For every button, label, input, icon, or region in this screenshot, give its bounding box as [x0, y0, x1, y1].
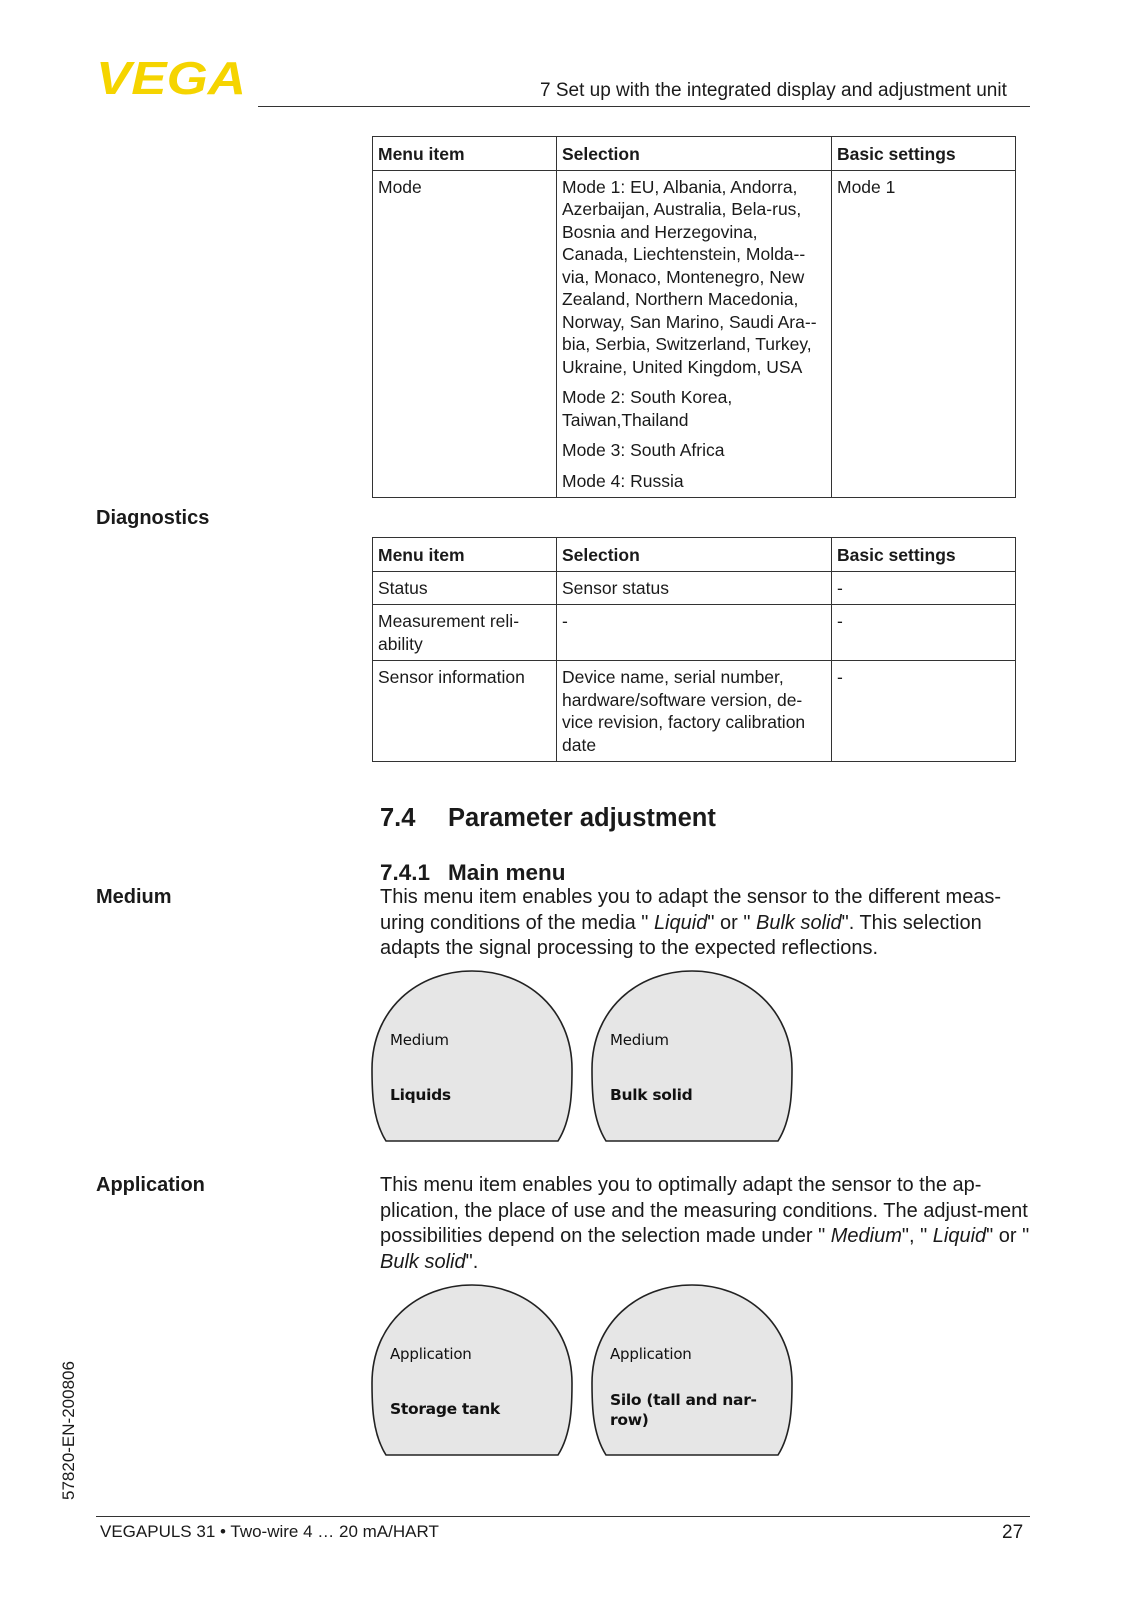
subsection-heading — [380, 860, 566, 886]
mode-3-text: Mode 3: South Africa — [562, 440, 725, 460]
display-outline — [590, 969, 794, 1143]
cell-item: Mode — [373, 170, 557, 498]
display-label: Medium — [390, 1031, 449, 1049]
cell-selection — [557, 170, 832, 498]
header-divider — [258, 106, 1030, 107]
chapter-header-title: 7 Set up with the integrated display and adjustment unit — [540, 80, 1007, 101]
header-basic-settings: Basic settings — [832, 137, 1016, 171]
cell-basic: - — [832, 661, 1016, 762]
display-medium-liquids — [370, 969, 574, 1143]
mode-4-text: Mode 4: Russia — [562, 470, 684, 491]
mode-1-text: Mode 1: EU, Albania, Andorra, Azerbaijan, Australia, Bela-rus, Bosnia and Herzegovina, Canada, Liechtenstein, Molda-via, Monaco, Montenegro, New Zealand, Northern Macedonia, Norway, San Marino, Saudi Ara-bia, Serbia, Switzerland, Turkey, Ukraine, United Kingdom, USA — [562, 176, 817, 377]
section-heading — [380, 804, 716, 833]
subsection-title: Main menu — [448, 860, 566, 885]
table-header-row — [373, 137, 1016, 171]
footer-product: VEGAPULS 31 • Two-wire 4 … 20 mA/HART — [100, 1522, 439, 1541]
diagnostics-label: Diagnostics — [96, 507, 210, 529]
section-number: 7.4 — [380, 804, 416, 832]
mode-table — [372, 136, 1016, 498]
text-run: ". — [465, 1250, 479, 1273]
application-label: Application — [96, 1174, 205, 1196]
display-label: Application — [390, 1345, 472, 1363]
header-selection: Selection — [557, 137, 832, 171]
cell-selection: Device name, serial number, hardware/software version, de-vice revision, factory calibration date — [557, 661, 832, 762]
medium-description — [380, 885, 1030, 962]
display-application-silo — [590, 1283, 794, 1457]
display-label: Application — [610, 1345, 692, 1363]
text-run: This menu item enables you to optimally adapt the sensor to the ap-plication, the place of use and the measuring conditions. The adjust-ment possibilities depend on the selection made under " — [380, 1174, 1028, 1247]
mode-2-text: Mode 2: South Korea, Taiwan,Thailand — [562, 387, 733, 430]
display-application-storage-tank — [370, 1283, 574, 1457]
header-basic-settings: Basic settings — [832, 538, 1016, 572]
cell-selection: - — [557, 605, 832, 661]
page-number: 27 — [1002, 1522, 1024, 1543]
subsection-number: 7.4.1 — [380, 860, 431, 885]
text-run: " or " — [986, 1225, 1030, 1247]
text-run: This menu item enables you to adapt the sensor to the different meas-uring conditions of the media " — [380, 886, 1002, 934]
table-row — [373, 170, 1016, 498]
display-value: Liquids — [390, 1086, 451, 1104]
cell-item: Measurement reli-ability — [373, 605, 557, 661]
diagnostics-table — [372, 537, 1016, 762]
text-run: ", " — [901, 1225, 933, 1247]
display-value: Storage tank — [390, 1400, 500, 1418]
vega-logo — [96, 58, 248, 98]
cell-basic: Mode 1 — [832, 170, 1016, 498]
table-row — [373, 661, 1016, 762]
cell-basic: - — [832, 571, 1016, 605]
footer-divider — [96, 1516, 1030, 1517]
display-label: Medium — [610, 1031, 669, 1049]
cell-basic: - — [832, 605, 1016, 661]
em-liquid: Liquid — [932, 1225, 987, 1247]
em-liquid: Liquid — [653, 911, 708, 934]
cell-selection: Sensor status — [557, 571, 832, 605]
medium-label: Medium — [96, 886, 172, 908]
display-value: Silo (tall and nar-row) — [610, 1391, 757, 1429]
em-bulk-solid: Bulk solid — [755, 911, 842, 934]
display-medium-bulk-solid — [590, 969, 794, 1143]
header-menu-item: Menu item — [373, 538, 557, 572]
display-outline — [590, 1283, 794, 1457]
em-bulk-solid: Bulk solid — [380, 1250, 466, 1273]
text-run: ". This selection adapts the signal processing to the expected reflections. — [380, 911, 982, 959]
display-outline — [370, 969, 574, 1143]
table-row — [373, 571, 1016, 605]
cell-item: Status — [373, 571, 557, 605]
section-title: Parameter adjustment — [448, 804, 716, 832]
display-value: Bulk solid — [610, 1086, 693, 1104]
header-selection: Selection — [557, 538, 832, 572]
header-menu-item: Menu item — [373, 137, 557, 171]
vega-logo-text: VEGA — [96, 58, 246, 98]
cell-item: Sensor information — [373, 661, 557, 762]
document-id: 57820-EN-200806 — [59, 1361, 78, 1500]
em-medium: Medium — [830, 1225, 902, 1247]
text-run: " or " — [707, 911, 756, 934]
table-header-row — [373, 538, 1016, 572]
table-row — [373, 605, 1016, 661]
application-description — [380, 1173, 1030, 1275]
display-outline — [370, 1283, 574, 1457]
